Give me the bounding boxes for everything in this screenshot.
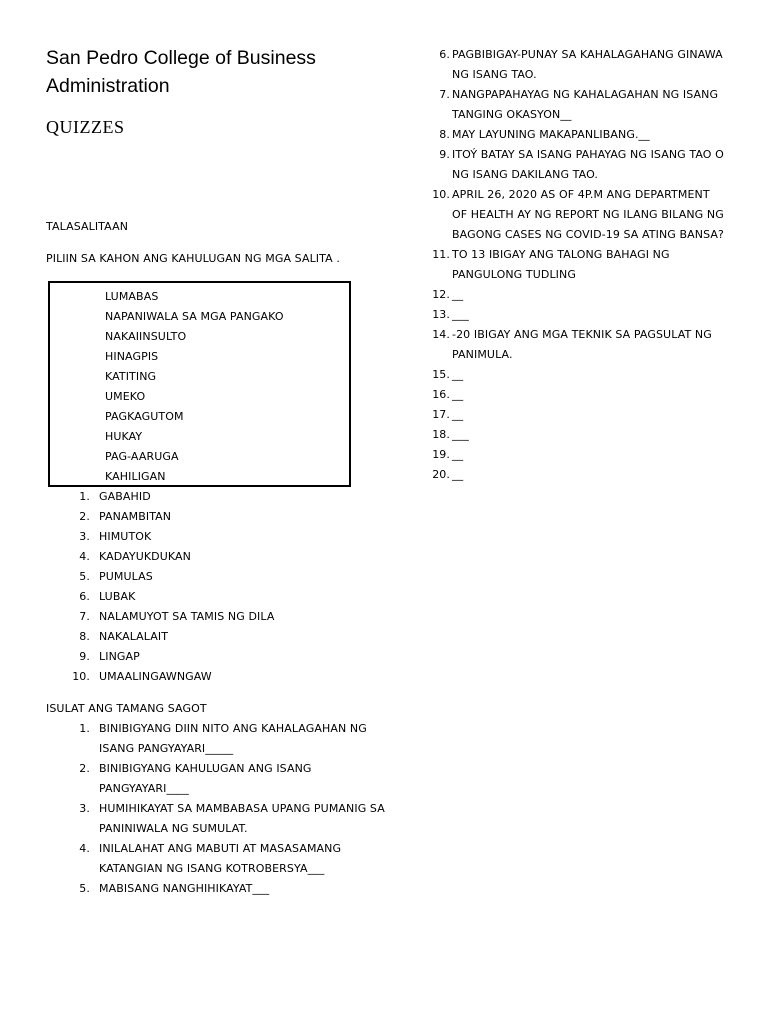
item-number: 5. — [79, 882, 90, 895]
item-text: BINIBIGYANG DIIN NITO ANG KAHALAGAHAN NG ISANG PANGYAYARI_____ — [99, 722, 367, 755]
item-number: 7. — [439, 88, 450, 101]
item-text: PAGBIBIGAY-PUNAY SA KAHALAGAHANG GINAWA NG ISANG TAO. — [452, 48, 723, 81]
box-item: HINAGPIS — [105, 350, 159, 363]
box-item: LUMABAS — [105, 290, 159, 303]
item-number: 5. — [79, 570, 90, 583]
item-text: __ — [452, 448, 464, 461]
list-item — [46, 587, 386, 607]
item-text: __ — [452, 408, 464, 421]
question-item — [428, 425, 728, 445]
item-number: 11. — [432, 248, 450, 261]
question-item — [46, 839, 386, 879]
box-item: KATITING — [105, 370, 157, 383]
question-item — [428, 305, 728, 325]
question-item — [46, 879, 386, 899]
list-item — [46, 627, 386, 647]
item-text: UMAALINGAWNGAW — [99, 670, 212, 683]
question-item — [428, 325, 728, 365]
box-item: PAGKAGUTOM — [105, 410, 184, 423]
item-text: KADAYUKDUKAN — [99, 550, 191, 563]
item-text: NANGPAPAHAYAG NG KAHALAGAHAN NG ISANG TANGING OKASYON__ — [452, 88, 719, 121]
item-number: 9. — [79, 650, 90, 663]
list-item — [46, 607, 386, 627]
item-number: 3. — [79, 802, 90, 815]
box-item: PAG-AARUGA — [105, 450, 179, 463]
item-text: APRIL 26, 2020 AS OF 4P.M ANG DEPARTMENT OF HEALTH AY NG REPORT NG ILANG BILANG NG BAGONG CASES NG COVID-19 SA ATING BANSA? — [452, 188, 724, 241]
question-item — [428, 405, 728, 425]
question-list-left — [46, 719, 386, 899]
item-number: 4. — [79, 550, 90, 563]
section-heading-talasalitaan: TALASALITAAN — [46, 220, 129, 233]
item-number: 6. — [439, 48, 450, 61]
item-text: HIMUTOK — [99, 530, 152, 543]
question-item — [428, 365, 728, 385]
item-text: ___ — [452, 308, 469, 321]
item-number: 14. — [432, 328, 450, 341]
list-item — [46, 547, 386, 567]
item-number: 19. — [432, 448, 450, 461]
list-item — [46, 487, 386, 507]
question-item — [428, 125, 728, 145]
list-item — [46, 507, 386, 527]
list-item — [46, 667, 386, 687]
right-column — [428, 45, 728, 485]
question-item — [46, 759, 386, 799]
item-text: GABAHID — [99, 490, 151, 503]
item-text: HUMIHIKAYAT SA MAMBABASA UPANG PUMANIG SA PANINIWALA NG SUMULAT. — [99, 802, 385, 835]
item-number: 1. — [79, 490, 90, 503]
item-number: 2. — [79, 762, 90, 775]
item-number: 17. — [432, 408, 450, 421]
item-number: 13. — [432, 308, 450, 321]
question-item — [428, 285, 728, 305]
item-text: PANAMBITAN — [99, 510, 172, 523]
item-number: 2. — [79, 510, 90, 523]
vocabulary-list — [46, 487, 386, 687]
item-number: 12. — [432, 288, 450, 301]
box-item: NAPANIWALA SA MGA PANGAKO — [105, 310, 284, 323]
question-item — [428, 385, 728, 405]
item-text: __ — [452, 288, 464, 301]
page-title: QUIZZES — [46, 117, 125, 137]
question-item — [46, 719, 386, 759]
item-number: 3. — [79, 530, 90, 543]
item-number: 8. — [79, 630, 90, 643]
item-text: MAY LAYUNING MAKAPANLIBANG.__ — [452, 128, 650, 141]
item-text: INILALAHAT ANG MABUTI AT MASASAMANG KATANGIAN NG ISANG KOTROBERSYA___ — [99, 842, 342, 875]
section-heading-isulat: ISULAT ANG TAMANG SAGOT — [46, 702, 207, 715]
item-number: 7. — [79, 610, 90, 623]
item-number: 6. — [79, 590, 90, 603]
item-text: __ — [452, 368, 464, 381]
list-item — [46, 527, 386, 547]
item-number: 1. — [79, 722, 90, 735]
question-item — [428, 245, 728, 285]
item-text: __ — [452, 468, 464, 481]
left-column — [46, 44, 386, 899]
list-item — [46, 647, 386, 667]
item-text: LINGAP — [99, 650, 140, 663]
box-item: HUKAY — [105, 430, 143, 443]
question-item — [428, 45, 728, 85]
item-text: NAKALALAIT — [99, 630, 169, 643]
item-number: 9. — [439, 148, 450, 161]
item-number: 4. — [79, 842, 90, 855]
question-item — [428, 185, 728, 245]
question-item — [428, 445, 728, 465]
question-item — [46, 799, 386, 839]
item-text: BINIBIGYANG KAHULUGAN ANG ISANG PANGYAYARI____ — [99, 762, 312, 795]
item-text: PUMULAS — [99, 570, 153, 583]
box-item: KAHILIGAN — [105, 470, 166, 483]
item-number: 20. — [432, 468, 450, 481]
question-item — [428, 465, 728, 485]
item-number: 10. — [432, 188, 450, 201]
box-item: NAKAIINSULTO — [105, 330, 187, 343]
item-text: -20 IBIGAY ANG MGA TEKNIK SA PAGSULAT NG PANIMULA. — [452, 328, 712, 361]
item-text: __ — [452, 388, 464, 401]
item-text: LUBAK — [99, 590, 136, 603]
item-number: 8. — [439, 128, 450, 141]
school-name: San Pedro College of Business Administration — [46, 47, 316, 97]
word-choice-box — [48, 281, 351, 487]
item-text: ITOÝ BATAY SA ISANG PAHAYAG NG ISANG TAO O NG ISANG DAKILANG TAO. — [452, 148, 724, 181]
question-item — [428, 85, 728, 125]
section-instruction: PILIIN SA KAHON ANG KAHULUGAN NG MGA SALITA . — [46, 252, 340, 265]
item-number: 15. — [432, 368, 450, 381]
box-item: UMEKO — [105, 390, 146, 403]
list-item — [46, 567, 386, 587]
item-text: ___ — [452, 428, 469, 441]
question-list-right — [428, 45, 728, 485]
question-item — [428, 145, 728, 185]
item-text: NALAMUYOT SA TAMIS NG DILA — [99, 610, 275, 623]
item-text: TO 13 IBIGAY ANG TALONG BAHAGI NG PANGULONG TUDLING — [452, 248, 670, 281]
item-number: 18. — [432, 428, 450, 441]
item-text: MABISANG NANGHIHIKAYAT___ — [99, 882, 270, 895]
item-number: 16. — [432, 388, 450, 401]
item-number: 10. — [72, 670, 90, 683]
